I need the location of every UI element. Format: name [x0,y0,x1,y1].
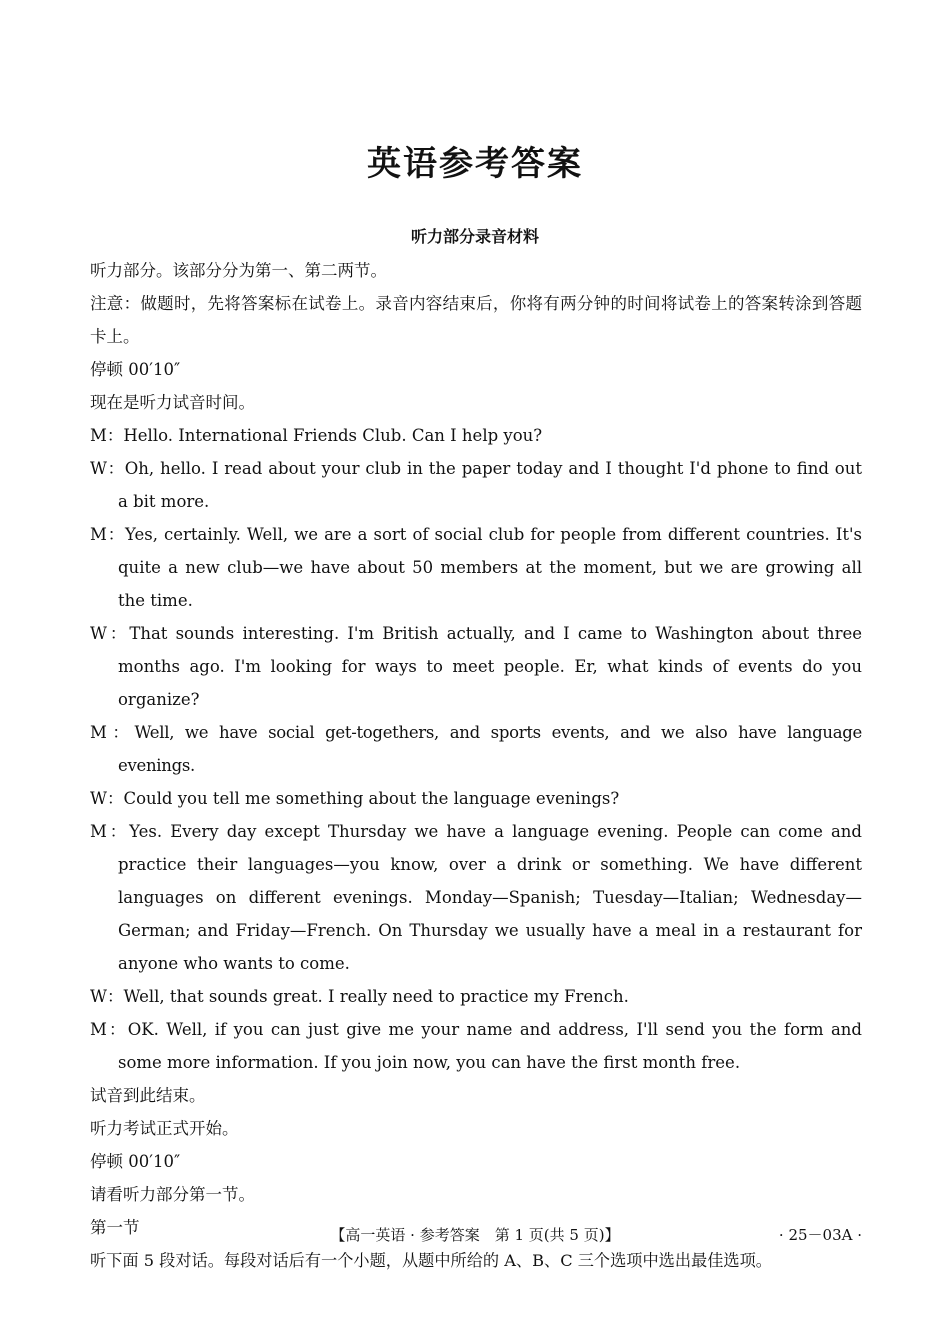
notice-paragraph: 注意：做题时，先将答案标在试卷上。录音内容结束后，你将有两分钟的时间将试卷上的答案转涂到答题卡上。 [90,294,862,346]
intro-line: 听力部分。该部分分为第一、第二两节。 [90,261,387,280]
page-title: 英语参考答案 [367,144,583,184]
dialogue-line [90,1013,862,1079]
dialogue-text: OK. Well, if you can just give me your name and address, I'll send you the form and some more information. If you join now, you can have the first month free. [118,1020,862,1072]
section-heading: 听力部分录音材料 [410,227,539,246]
dialogue-text: Could you tell me something about the language evenings? [123,789,620,808]
dialogue-line [90,419,862,452]
dialogue-text: Well, that sounds great. I really need to practice my French. [123,987,629,1006]
look-part-line: 请看听力部分第一节。 [90,1185,255,1204]
dialogue-text: Well, we have social get-togethers, and sports events, and we also have language evenings. [118,723,862,775]
dialogue-line [90,716,862,782]
dialogue-text: Yes. Every day except Thursday we have a language evening. People can come and practice their languages—you know, over a drink or something. We have different languages on different evenings. Monday—Spanish; Tuesday—Italian; Wednesday—German; and Friday—French. On Thursday we usually have a meal in a restaurant for anyone who wants to come. [118,822,862,973]
part-one-heading: 第一节 [90,1218,140,1237]
trial-start-line: 现在是听力试音时间。 [90,393,255,412]
speaker-label: M： [90,822,130,841]
pause-marker: 停顿 00′10″ [90,360,181,379]
speaker-label: M： [90,1020,128,1039]
page-footer [0,1222,950,1248]
dialogue-text: Hello. International Friends Club. Can I help you? [123,426,543,445]
speaker-label: W： [90,624,130,643]
speaker-label: W： [90,459,125,478]
dialogue-line [90,617,862,716]
dialogue-text: That sounds interesting. I'm British actually, and I came to Washington about three months ago. I'm looking for ways to meet people. Er, what kinds of events do you organize? [118,624,862,709]
dialogue-line [90,452,862,518]
exam-start-line: 听力考试正式开始。 [90,1119,239,1138]
document-body [90,254,862,1277]
dialogue-line [90,980,862,1013]
trial-end-line: 试音到此结束。 [90,1086,206,1105]
dialogue-text: Oh, hello. I read about your club in the paper today and I thought I'd phone to find out a bit more. [118,459,862,511]
dialogue-line [90,815,862,980]
speaker-label: M： [90,723,135,742]
dialogue-line [90,782,862,815]
part-one-instruction: 听下面 5 段对话。每段对话后有一个小题，从题中所给的 A、B、C 三个选项中选出最佳选项。 [90,1251,772,1270]
speaker-label: W： [90,789,124,808]
dialogue-text: Yes, certainly. Well, we are a sort of social club for people from different countries. It's quite a new club—we have about 50 members at the moment, but we are growing all the time. [118,525,862,610]
footer-page-info: 【高一英语 · 参考答案 第 1 页(共 5 页)】 [330,1226,620,1244]
speaker-label: M： [90,426,124,445]
footer-code: · 25－03A · [778,1226,862,1244]
pause-marker: 停顿 00′10″ [90,1152,181,1171]
speaker-label: M： [90,525,125,544]
dialogue-line [90,518,862,617]
speaker-label: W： [90,987,124,1006]
